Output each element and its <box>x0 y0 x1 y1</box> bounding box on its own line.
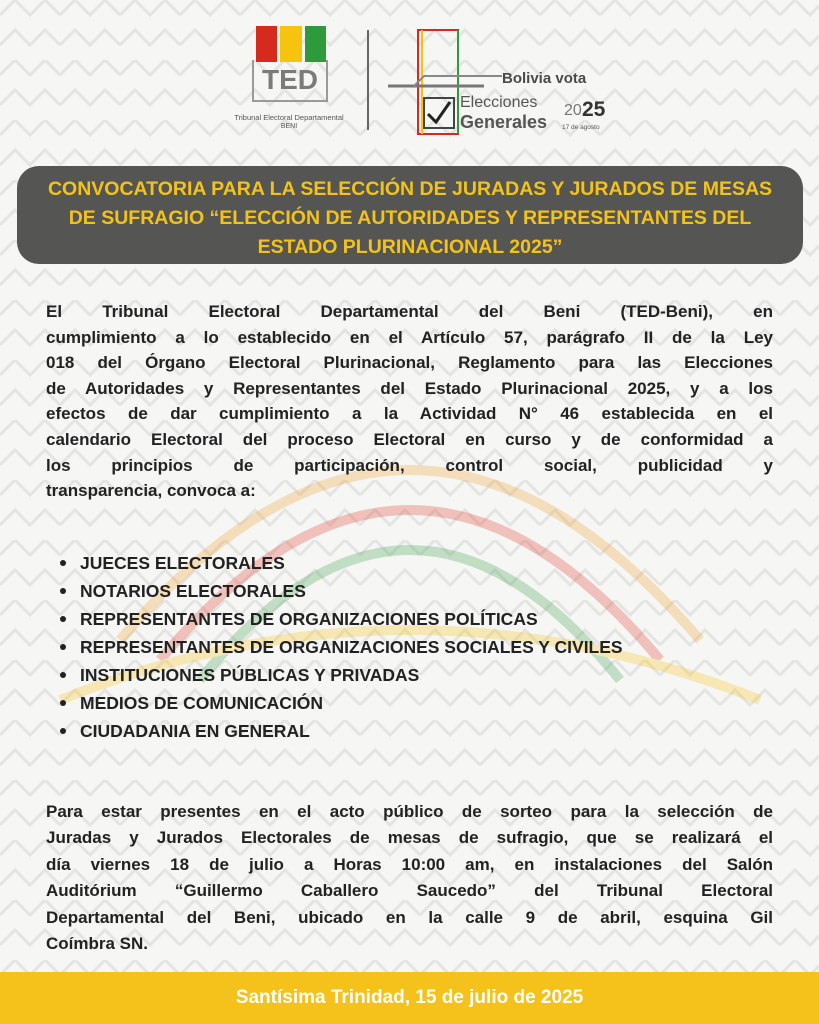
elecciones-label: Elecciones <box>460 94 538 111</box>
bullet-icon <box>60 700 66 706</box>
convocados-list <box>60 549 760 745</box>
bullet-icon <box>60 616 66 622</box>
list-item-label: REPRESENTANTES DE ORGANIZACIONES SOCIALES Y CIVILES <box>80 636 623 657</box>
logo-divider <box>367 30 369 130</box>
list-item <box>60 549 760 577</box>
intro-line: El Tribunal Electoral Departamental del Beni (TED-Beni), en <box>46 302 773 321</box>
intro-line: los principios de participación, control social, publicidad y <box>46 455 773 475</box>
bullet-icon <box>60 588 66 594</box>
title-banner <box>17 166 803 264</box>
bullet-icon <box>60 728 66 734</box>
election-date: 17 de agosto <box>562 124 600 131</box>
intro-line: cumplimiento a lo establecido en el Artículo 57, parágrafo II de la Ley <box>46 327 773 347</box>
closing-line: Para estar presentes en el acto público de sorteo para la selección de <box>46 802 773 821</box>
closing-line: Juradas y Jurados Electorales de mesas de sufragio, que se realizará el <box>46 828 773 848</box>
intro-paragraph <box>46 299 773 504</box>
intro-line: calendario Electoral del proceso Electoral en curso y de conformidad a <box>46 429 773 449</box>
ted-acronym: TED <box>252 60 328 102</box>
list-item <box>60 633 760 661</box>
footer-bar <box>0 972 819 1024</box>
list-item-label: NOTARIOS ELECTORALES <box>80 580 306 601</box>
bolivia-vota-tagline: Bolivia vota <box>502 70 587 87</box>
list-item-label: CIUDADANIA EN GENERAL <box>80 720 310 741</box>
closing-line: Coímbra SN. <box>46 934 149 954</box>
intro-line: de Autoridades y Representantes del Estado Plurinacional 2025, y a los <box>46 378 773 398</box>
title-line: ESTADO PLURINACIONAL 2025” <box>257 236 563 258</box>
list-item-label: INSTITUCIONES PÚBLICAS Y PRIVADAS <box>80 664 420 685</box>
flag-bars-icon <box>256 26 326 62</box>
intro-line: transparencia, convoca a: <box>46 481 256 501</box>
closing-line: Auditórium “Guillermo Caballero Saucedo” del Tribunal Electoral <box>46 881 773 901</box>
list-item <box>60 689 760 717</box>
list-item <box>60 717 760 745</box>
list-item-label: JUECES ELECTORALES <box>80 552 285 573</box>
title-line: CONVOCATORIA PARA LA SELECCIÓN DE JURADAS Y JURADOS DE MESAS <box>47 178 773 200</box>
ted-logo <box>218 26 360 130</box>
list-item-label: REPRESENTANTES DE ORGANIZACIONES POLÍTICAS <box>80 608 538 629</box>
list-item <box>60 605 760 633</box>
intro-line: 018 del Órgano Electoral Plurinacional, Reglamento para las Elecciones <box>46 353 773 373</box>
intro-line: efectos de dar cumplimiento a la Actividad N° 46 establecida en el <box>46 404 773 424</box>
list-item <box>60 577 760 605</box>
bullet-icon <box>60 644 66 650</box>
ted-department: BENI <box>280 123 298 130</box>
elecciones-generales-logo <box>384 28 614 138</box>
year-suffix: 25 <box>582 98 606 121</box>
title-line: DE SUFRAGIO “ELECCIÓN DE AUTORIDADES Y REPRESENTANTES DEL <box>68 207 752 229</box>
bullet-icon <box>60 560 66 566</box>
closing-line: día viernes 18 de julio a Horas 10:00 am, en instalaciones del Salón <box>46 854 773 874</box>
ted-full-name: Tribunal Electoral Departamental <box>234 113 344 122</box>
bullet-icon <box>60 672 66 678</box>
footer-place-date: Santísima Trinidad, 15 de julio de 2025 <box>235 987 584 1008</box>
generales-label: Generales <box>460 112 548 132</box>
year-prefix: 20 <box>564 102 582 119</box>
list-item-label: MEDIOS DE COMUNICACIÓN <box>80 692 324 713</box>
closing-line: Departamental del Beni, ubicado en la calle 9 de abril, esquina Gil <box>46 907 773 927</box>
list-item <box>60 661 760 689</box>
closing-paragraph <box>46 799 773 957</box>
